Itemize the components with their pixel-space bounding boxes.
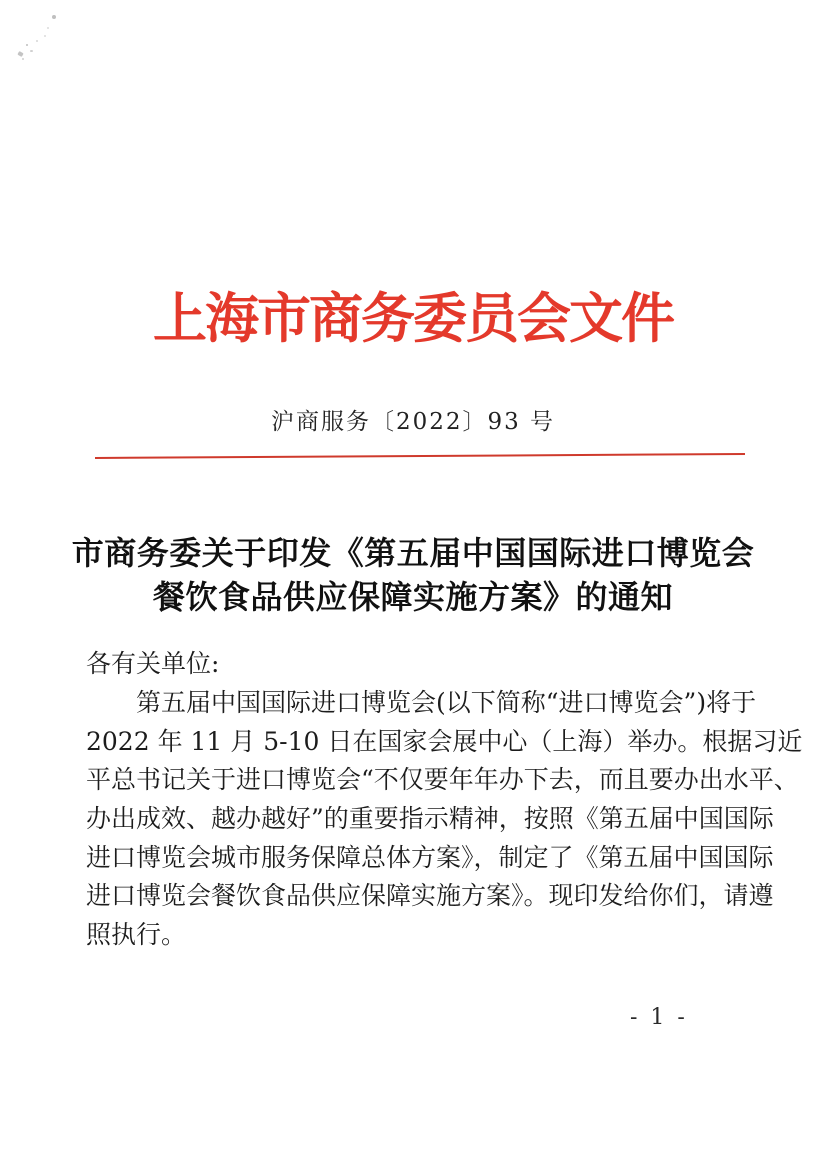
scan-speckle [17, 51, 23, 57]
salutation: 各有关单位: [86, 649, 220, 678]
scan-speckle [26, 44, 28, 46]
page-number: - 1 - [630, 1005, 688, 1030]
scan-speckles [0, 0, 180, 180]
scan-speckle [30, 50, 33, 52]
notice-title [0, 531, 826, 619]
notice-title-line-2: 餐饮食品供应保障实施方案》的通知 [152, 578, 673, 616]
document-header-org-title: 上海市商务委员会文件 [153, 286, 673, 350]
body-line: 办出成效、越办越好”的重要指示精神，按照《第五届中国国际 [86, 804, 774, 834]
red-header-divider [95, 453, 745, 459]
body-line: 进口博览会餐饮食品供应保障实施方案》。现印发给你们，请遵 [86, 881, 774, 911]
body-paragraph [86, 684, 803, 955]
scan-speckle [52, 15, 56, 19]
body-line: 照执行。 [86, 920, 187, 950]
scan-speckle [22, 58, 24, 60]
body-line: 进口博览会城市服务保障总体方案》，制定了《第五届中国国际 [86, 842, 774, 872]
scan-speckle [47, 27, 49, 29]
scan-speckle [36, 40, 38, 42]
document-reference-number: 沪商服务〔2022〕93 号 [270, 409, 556, 435]
body-line: 平总书记关于进口博览会“不仅要年年办下去，而且要办出水平、 [86, 765, 799, 795]
body-line: 2022 年 11 月 5-10 日在国家会展中心（上海）举办。根据习近 [86, 726, 803, 756]
notice-title-line-1: 市商务委关于印发《第五届中国国际进口博览会 [71, 534, 755, 572]
body-line: 第五届中国国际进口博览会(以下简称“进口博览会”)将于 [136, 688, 757, 717]
scan-speckle [44, 35, 46, 37]
